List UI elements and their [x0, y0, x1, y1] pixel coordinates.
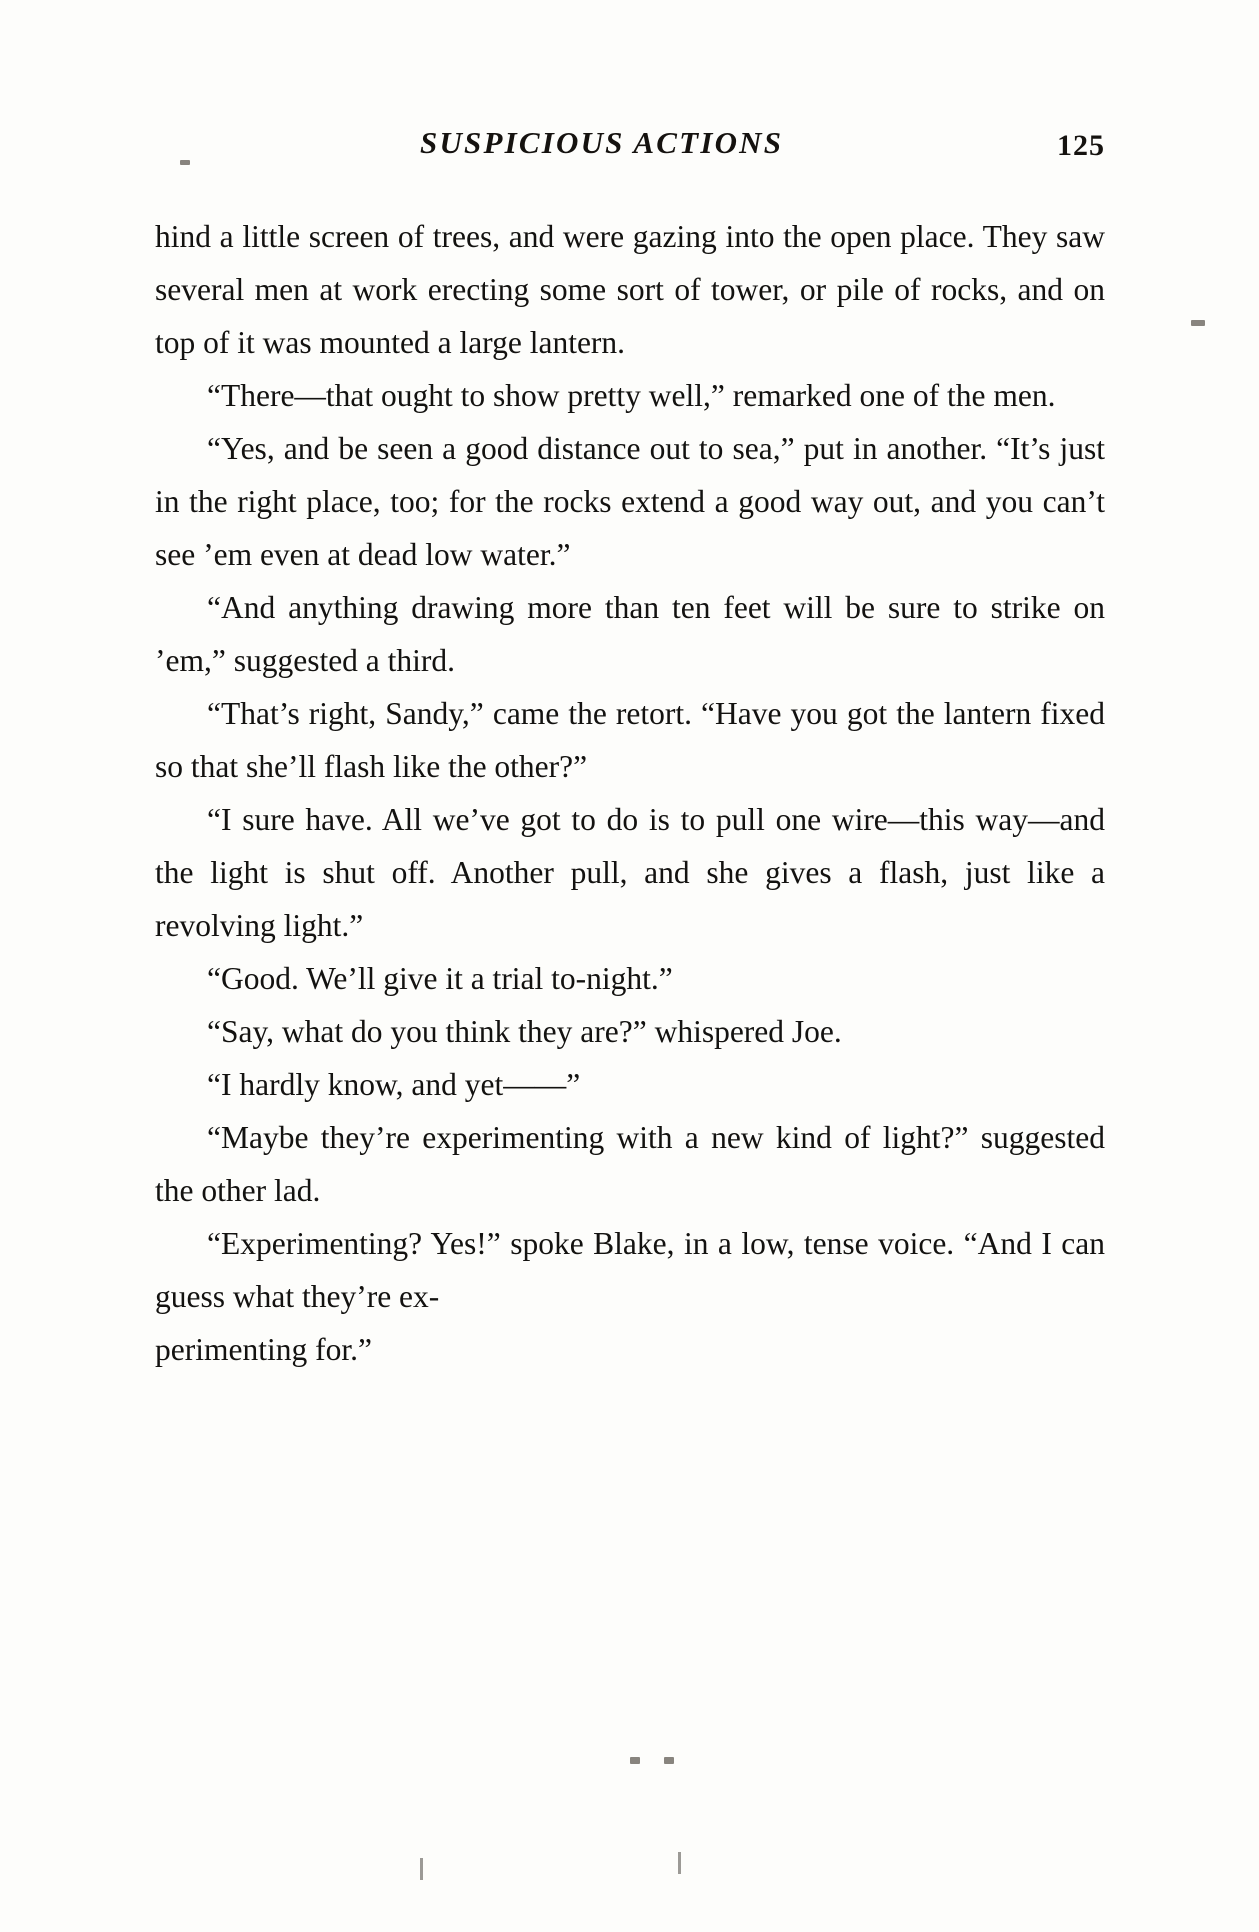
page-header [155, 125, 1105, 171]
page-speck [630, 1757, 640, 1764]
paragraph: “Say, what do you think they are?” whispered Joe. [207, 1014, 842, 1049]
paragraph: “Good. We’ll give it a trial to-night.” [207, 961, 673, 996]
page-tick [678, 1852, 681, 1874]
paragraph: “I hardly know, and yet——” [207, 1067, 581, 1102]
page-speck [664, 1757, 674, 1764]
paragraph: “Yes, and be seen a good distance out to sea,” put in another. “It’s just in the right place, too; for the rocks extend a good way out, and you can’t see ’em even at dead low water.” [155, 431, 1105, 572]
page-tick [420, 1858, 423, 1880]
paragraph: “I sure have. All we’ve got to do is to pull one wire—this way—and the light is shut off. Another pull, and she gives a flash, just like a revolving light.” [155, 802, 1105, 943]
paragraph: “Maybe they’re experimenting with a new kind of light?” suggested the other lad. [155, 1120, 1105, 1208]
paragraph: “Experimenting? Yes!” spoke Blake, in a low, tense voice. “And I can guess what they’re ex- [155, 1226, 1105, 1314]
paragraph: “And anything drawing more than ten feet will be sure to strike on ’em,” suggested a third. [155, 590, 1105, 678]
page-speck [180, 160, 190, 165]
paragraph: perimenting for.” [155, 1332, 372, 1367]
paragraph: “That’s right, Sandy,” came the retort. “Have you got the lantern fixed so that she’ll flash like the other?” [155, 696, 1105, 784]
paragraph: “There—that ought to show pretty well,” remarked one of the men. [207, 378, 1056, 413]
margin-speck [1191, 320, 1205, 326]
running-head: SUSPICIOUS ACTIONS [420, 125, 784, 160]
page-body [155, 210, 1105, 1376]
page-number: 125 [1057, 129, 1105, 162]
paragraph: hind a little screen of trees, and were gazing into the open place. They saw several men at work erecting some sort of tower, or pile of rocks, and on top of it was mounted a large lantern. [155, 219, 1105, 360]
